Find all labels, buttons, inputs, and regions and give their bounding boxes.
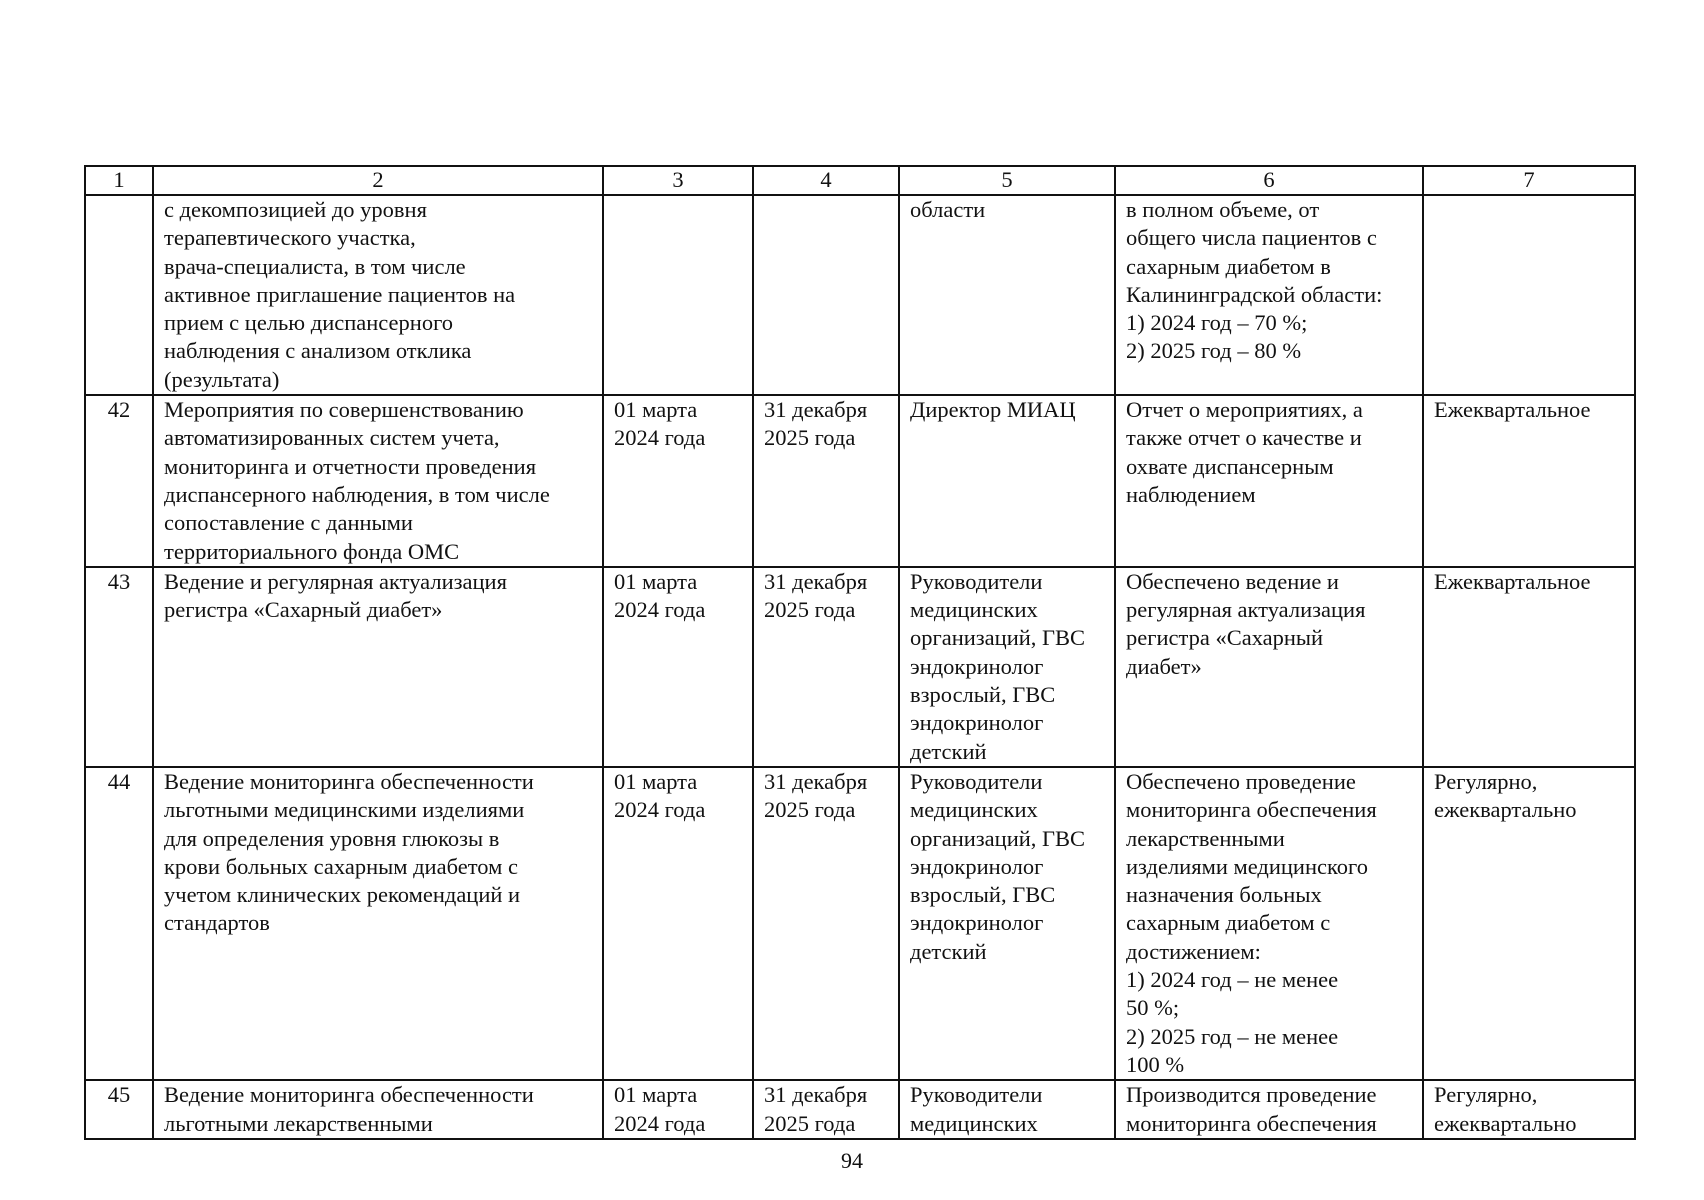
row-number-cell: 45	[85, 1080, 153, 1139]
frequency-cell	[1423, 195, 1635, 395]
end-date-cell: 31 декабря 2025 года	[753, 767, 899, 1080]
row-number-cell	[85, 195, 153, 395]
column-header: 4	[753, 166, 899, 195]
activity-cell: с декомпозицией до уровня терапевтического участка, врача-специалиста, в том числе активное приглашение пациентов на прием с целью диспансерного наблюдения с анализом отклика (результата)	[153, 195, 603, 395]
column-header: 5	[899, 166, 1115, 195]
responsible-cell: области	[899, 195, 1115, 395]
start-date-cell: 01 марта 2024 года	[603, 567, 753, 767]
table-header-row	[85, 166, 1635, 195]
responsible-cell: Руководители медицинских	[899, 1080, 1115, 1139]
frequency-cell: Ежеквартальное	[1423, 567, 1635, 767]
row-number-cell: 44	[85, 767, 153, 1080]
end-date-cell: 31 декабря 2025 года	[753, 1080, 899, 1139]
end-date-cell: 31 декабря 2025 года	[753, 567, 899, 767]
row-number-cell: 43	[85, 567, 153, 767]
start-date-cell: 01 марта 2024 года	[603, 767, 753, 1080]
activity-cell: Ведение мониторинга обеспеченности льготными лекарственными	[153, 1080, 603, 1139]
result-cell: в полном объеме, от общего числа пациентов с сахарным диабетом в Калининградской области: 1) 2024 год – 70 %; 2) 2025 год – 80 %	[1115, 195, 1423, 395]
activity-cell: Мероприятия по совершенствованию автоматизированных систем учета, мониторинга и отчетности проведения диспансерного наблюдения, в том числе сопоставление с данными территориального фонда ОМС	[153, 395, 603, 567]
column-header: 3	[603, 166, 753, 195]
table-row	[85, 395, 1635, 567]
start-date-cell: 01 марта 2024 года	[603, 395, 753, 567]
table-row	[85, 1080, 1635, 1139]
result-cell: Обеспечено проведение мониторинга обеспечения лекарственными изделиями медицинского назначения больных сахарным диабетом с достижением: 1) 2024 год – не менее 50 %; 2) 2025 год – не менее 100 %	[1115, 767, 1423, 1080]
row-number-cell: 42	[85, 395, 153, 567]
activity-cell: Ведение мониторинга обеспеченности льготными медицинскими изделиями для определения уровня глюкозы в крови больных сахарным диабетом с учетом клинических рекомендаций и стандартов	[153, 767, 603, 1080]
column-header: 6	[1115, 166, 1423, 195]
table-row	[85, 195, 1635, 395]
responsible-cell: Директор МИАЦ	[899, 395, 1115, 567]
column-header: 1	[85, 166, 153, 195]
end-date-cell: 31 декабря 2025 года	[753, 395, 899, 567]
end-date-cell	[753, 195, 899, 395]
frequency-cell: Регулярно, ежеквартально	[1423, 1080, 1635, 1139]
responsible-cell: Руководители медицинских организаций, ГВС эндокринолог взрослый, ГВС эндокринолог детский	[899, 567, 1115, 767]
activity-cell: Ведение и регулярная актуализация регистра «Сахарный диабет»	[153, 567, 603, 767]
frequency-cell: Ежеквартальное	[1423, 395, 1635, 567]
table-row	[85, 767, 1635, 1080]
start-date-cell: 01 марта 2024 года	[603, 1080, 753, 1139]
column-header: 2	[153, 166, 603, 195]
page-number: 94	[841, 1148, 863, 1173]
measures-table	[84, 165, 1636, 1140]
column-header: 7	[1423, 166, 1635, 195]
responsible-cell: Руководители медицинских организаций, ГВС эндокринолог взрослый, ГВС эндокринолог детский	[899, 767, 1115, 1080]
table-row	[85, 567, 1635, 767]
result-cell: Производится проведение мониторинга обеспечения	[1115, 1080, 1423, 1139]
frequency-cell: Регулярно, ежеквартально	[1423, 767, 1635, 1080]
result-cell: Обеспечено ведение и регулярная актуализация регистра «Сахарный диабет»	[1115, 567, 1423, 767]
result-cell: Отчет о мероприятиях, а также отчет о качестве и охвате диспансерным наблюдением	[1115, 395, 1423, 567]
start-date-cell	[603, 195, 753, 395]
